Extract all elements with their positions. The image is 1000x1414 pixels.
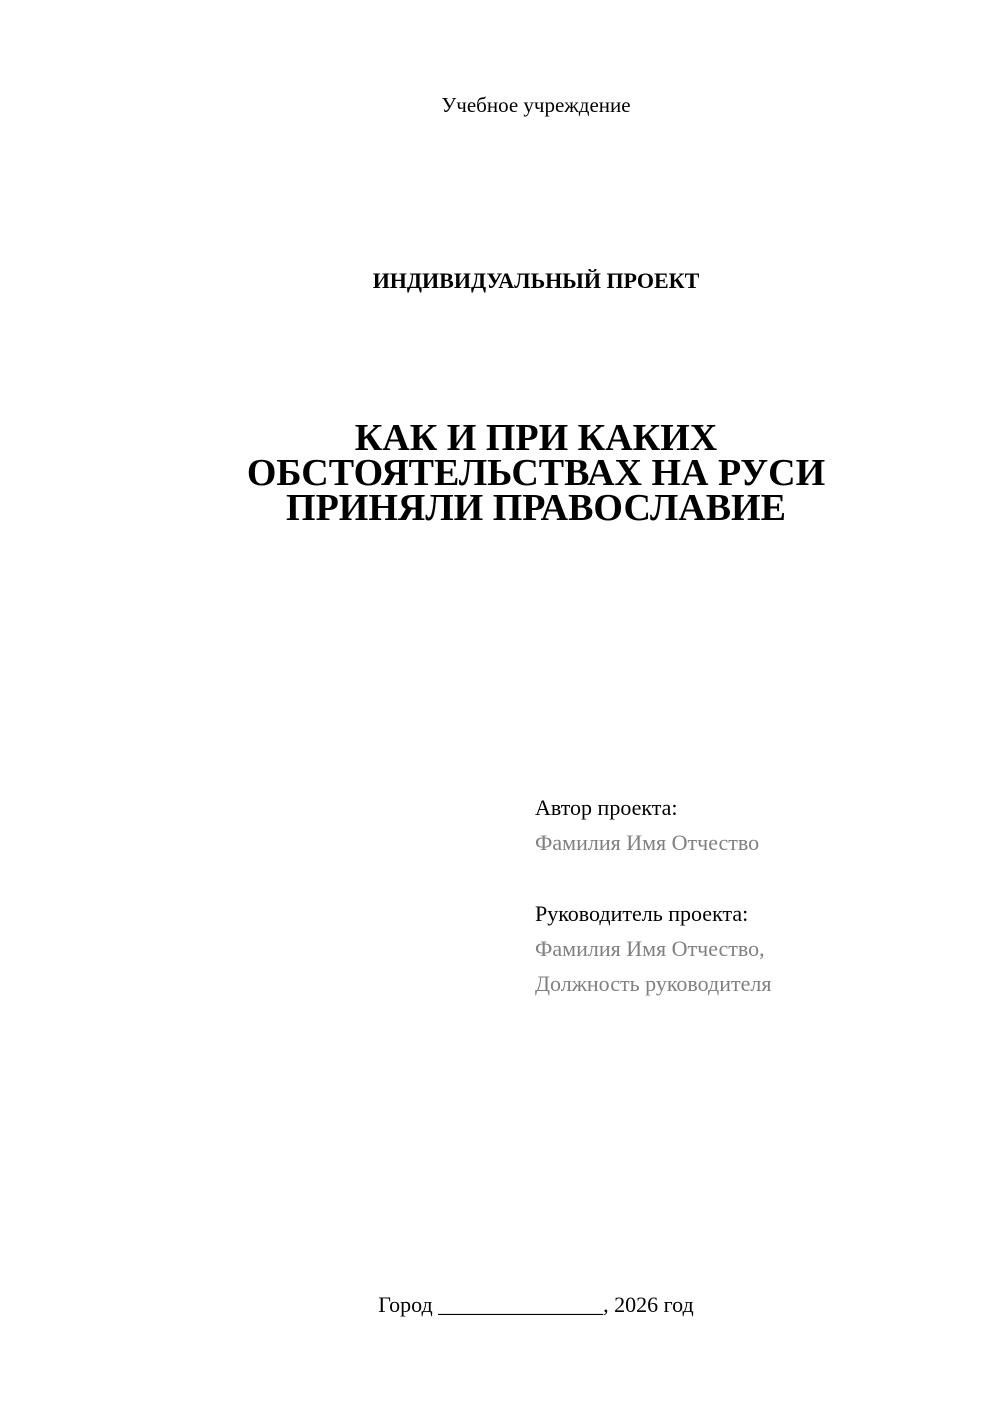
institution-name: Учебное учреждение [441, 93, 631, 117]
project-title-line-2: ОБСТОЯТЕЛЬСТВАХ НА РУСИ [246, 452, 826, 494]
author-label: Автор проекта: [535, 795, 678, 820]
supervisor-name: Фамилия Имя Отчество, [535, 936, 765, 961]
city-year-footer: Город _______________, 2026 год [378, 1292, 694, 1317]
info-spacer [535, 860, 975, 896]
project-title [0, 417, 1000, 529]
author-name: Фамилия Имя Отчество [535, 830, 760, 855]
project-info-block [535, 790, 975, 1001]
project-title-line-3: ПРИНЯЛИ ПРАВОСЛАВИЕ [286, 487, 786, 529]
project-type-heading: ИНДИВИДУАЛЬНЫЙ ПРОЕКТ [372, 268, 700, 293]
supervisor-label: Руководитель проекта: [535, 901, 749, 926]
supervisor-position: Должность руководителя [535, 971, 772, 996]
project-title-line-1: КАК И ПРИ КАКИХ [354, 417, 718, 459]
